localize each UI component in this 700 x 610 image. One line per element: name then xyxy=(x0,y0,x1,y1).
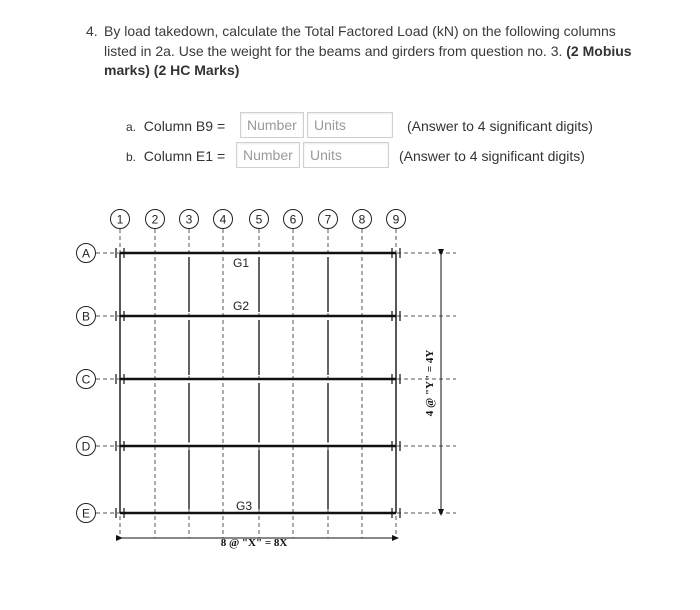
question-marks: (2 Mobius marks) (2 HC Marks) xyxy=(104,42,632,78)
answer-label-b: b. Column E1 = xyxy=(126,148,226,164)
column-bubble-label-3: 3 xyxy=(185,212,193,227)
question-number: 4. xyxy=(86,23,98,39)
vertical-dimension-label: 4 @ "Y" = 4Y xyxy=(424,349,436,417)
column-bubble-label-7: 7 xyxy=(324,212,332,227)
row-bubble-label-E: E xyxy=(81,506,91,521)
column-bubble-label-4: 4 xyxy=(219,212,227,227)
girder-label-G3: G3 xyxy=(235,499,253,513)
answer-hint-b: (Answer to 4 significant digits) xyxy=(399,148,585,164)
column-bubble-label-9: 9 xyxy=(392,212,400,227)
row-bubble-label-C: C xyxy=(81,372,91,387)
row-bubble-label-B: B xyxy=(81,309,91,324)
answer-hint-a: (Answer to 4 significant digits) xyxy=(407,118,593,134)
horizontal-dimension-label: 8 @ "X" = 8X xyxy=(220,537,288,549)
row-bubble-label-D: D xyxy=(81,439,91,454)
column-bubble-label-1: 1 xyxy=(116,212,124,227)
girder-label-G1: G1 xyxy=(232,256,250,270)
column-bubble-label-8: 8 xyxy=(358,212,366,227)
column-bubble-label-5: 5 xyxy=(255,212,263,227)
column-bubble-label-2: 2 xyxy=(151,212,159,227)
column-bubble-label-6: 6 xyxy=(289,212,297,227)
answer-label-a: a. Column B9 = xyxy=(126,118,226,134)
row-bubble-label-A: A xyxy=(81,246,91,261)
question-text: By load takedown, calculate the Total Factored Load (kN) on the following columns listed in 2a. Use the weight for the beams and girders from question no. 3. xyxy=(104,23,616,59)
girder-label-G2: G2 xyxy=(232,299,250,313)
